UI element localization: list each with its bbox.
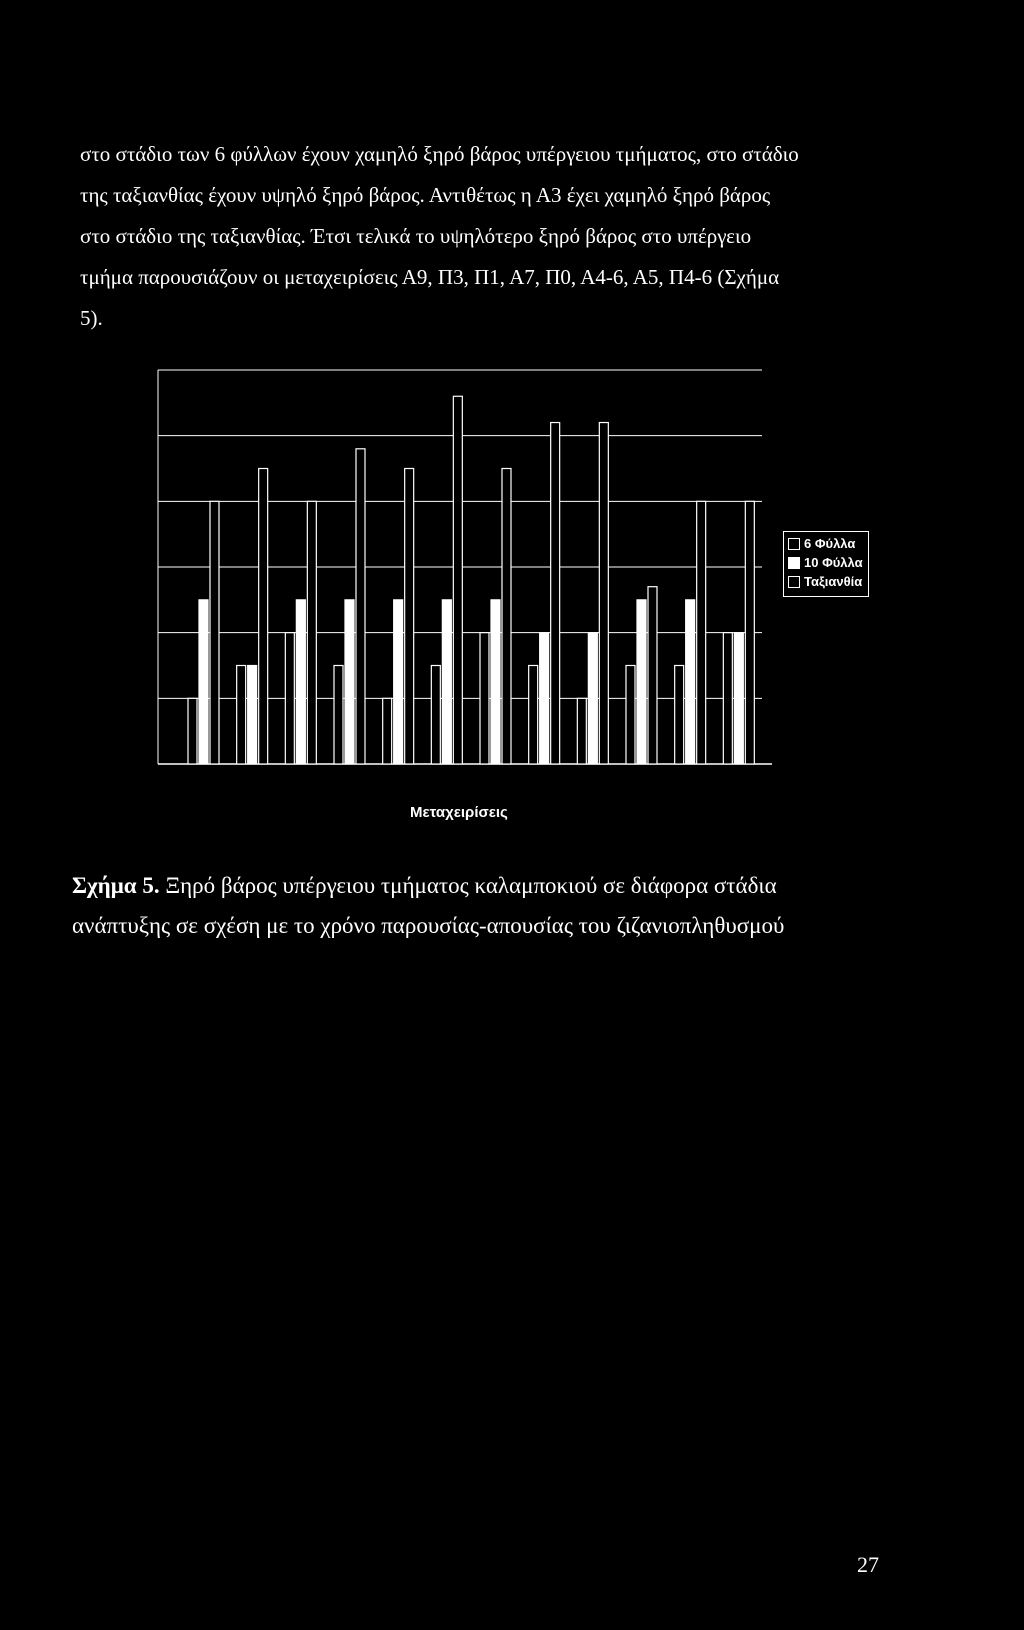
bar-6-leaves (383, 698, 392, 764)
page-number: 27 (857, 1552, 879, 1577)
body-line-4: τμήμα παρουσιάζουν οι μεταχειρίσεις Α9, Π3, Π1, Α7, Π0, Α4-6, Α5, Π4-6 (Σχήμα (80, 265, 780, 289)
bar-10-leaves (588, 633, 597, 764)
bar-6-leaves (188, 698, 197, 764)
bar-10-leaves (296, 600, 305, 764)
bar-inflorescence (551, 423, 560, 764)
caption-line-2: ανάπτυξης σε σχέση με το χρόνο παρουσίας-απουσίας του ζιζανιοπληθυσμού (72, 913, 785, 938)
bar-10-leaves (734, 633, 743, 764)
bar-6-leaves (675, 666, 684, 765)
legend-swatch-empty (788, 576, 800, 588)
bar-inflorescence (745, 501, 754, 764)
bar-inflorescence (405, 469, 414, 765)
bar-6-leaves (529, 666, 538, 765)
x-axis-label: Μεταχειρίσεις (410, 804, 508, 821)
body-line-2: της ταξιανθίας έχουν υψηλό ξηρό βάρος. Αντιθέτως η Α3 έχει χαμηλό ξηρό βάρος (80, 183, 771, 207)
bar-6-leaves (626, 666, 635, 765)
bar-inflorescence (599, 423, 608, 764)
legend-item-inflorescence (788, 573, 862, 591)
bar-10-leaves (394, 600, 403, 764)
bar-6-leaves (480, 633, 489, 764)
bar-inflorescence (356, 449, 365, 764)
bar-10-leaves (637, 600, 646, 764)
legend-swatch-filled (788, 557, 800, 569)
bar-6-leaves (334, 666, 343, 765)
bar-6-leaves (431, 666, 440, 765)
bar-10-leaves (491, 600, 500, 764)
bar-6-leaves (723, 633, 732, 764)
bar-chart (0, 0, 1024, 800)
bar-inflorescence (648, 587, 657, 764)
bar-inflorescence (259, 469, 268, 765)
body-line-3: στο στάδιο της ταξιανθίας. Έτσι τελικά το υψηλότερο ξηρό βάρος στο υπέργειο (80, 224, 752, 248)
legend-item-10-leaves (788, 554, 863, 572)
body-line-5: 5). (80, 306, 103, 330)
bar-inflorescence (210, 501, 219, 764)
body-line-1: στο στάδιο των 6 φύλλων έχουν χαμηλό ξηρό βάρος υπέργειου τμήματος, στο στάδιο (80, 142, 799, 166)
legend-label: 10 Φύλλα (804, 555, 863, 570)
legend-swatch-empty (788, 538, 800, 550)
bar-6-leaves (577, 698, 586, 764)
bar-inflorescence (697, 501, 706, 764)
bar-6-leaves (285, 633, 294, 764)
bar-10-leaves (199, 600, 208, 764)
bar-inflorescence (453, 396, 462, 764)
bar-10-leaves (442, 600, 451, 764)
bar-10-leaves (686, 600, 695, 764)
legend-item-6-leaves (788, 535, 855, 553)
caption-text-1: Ξηρό βάρος υπέργειου τμήματος καλαμποκιού σε διάφορα στάδια (159, 873, 777, 898)
caption-line-1 (72, 866, 952, 906)
bar-10-leaves (345, 600, 354, 764)
chart-legend (783, 531, 869, 597)
bar-10-leaves (248, 666, 257, 765)
bar-6-leaves (237, 666, 246, 765)
legend-label: 6 Φύλλα (804, 536, 856, 551)
bar-inflorescence (502, 469, 511, 765)
legend-label: Ταξιανθία (804, 574, 863, 589)
figure-caption (72, 866, 952, 946)
bar-10-leaves (540, 633, 549, 764)
bar-inflorescence (307, 501, 316, 764)
caption-label: Σχήμα 5. (72, 873, 160, 898)
